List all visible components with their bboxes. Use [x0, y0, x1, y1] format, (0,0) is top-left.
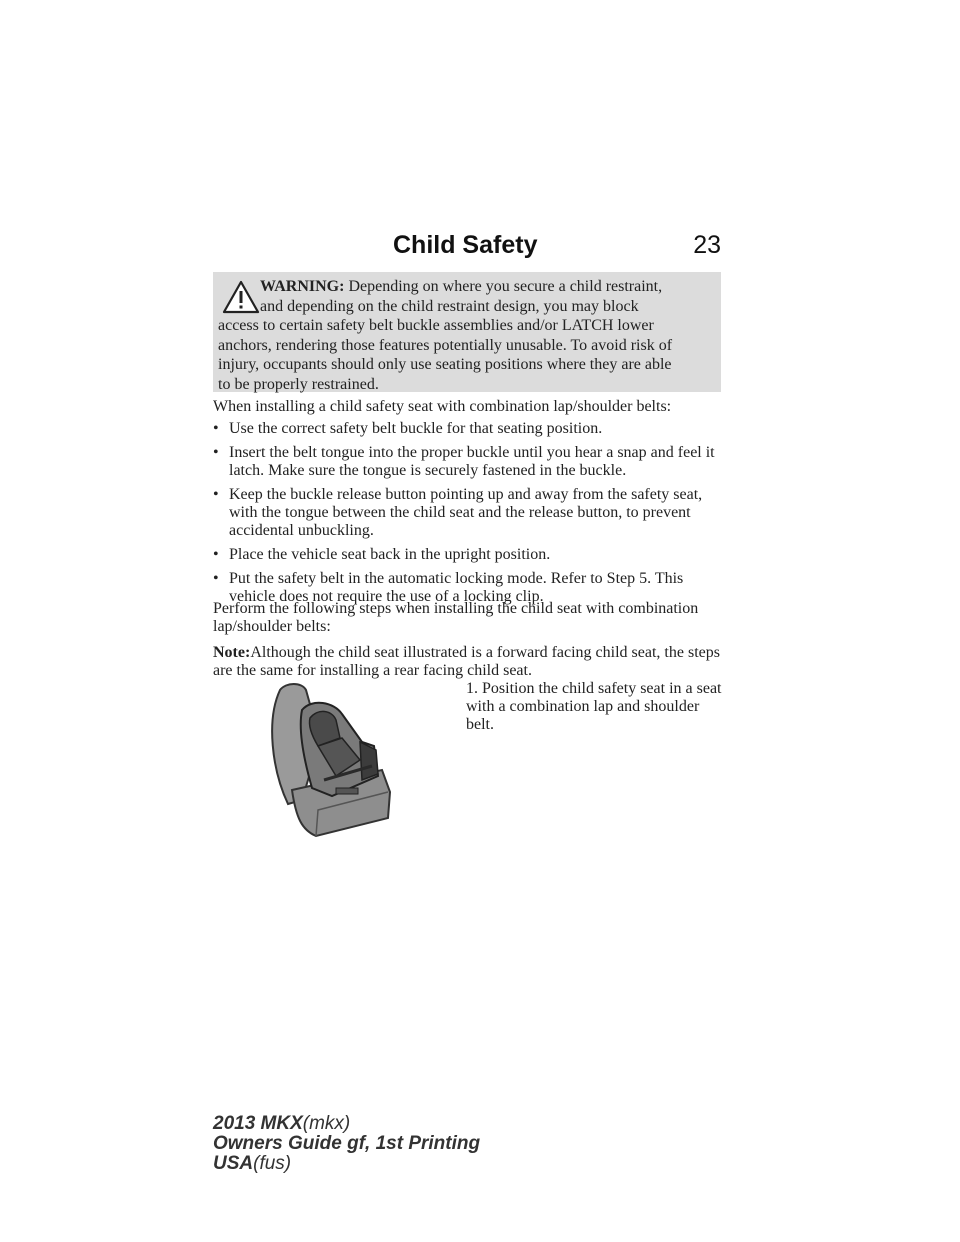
- document-footer: [213, 1114, 480, 1174]
- step-1-text: 1. Position the child safety seat in a seat with a combination lap and shoulder belt.: [466, 680, 722, 733]
- page-number: 23: [693, 231, 721, 259]
- warning-line: to be properly restrained.: [218, 375, 379, 393]
- footer-region-code: (fus): [253, 1153, 292, 1174]
- section-title: Child Safety: [393, 231, 538, 259]
- warning-line: injury, occupants should only use seating positions where they are able: [218, 356, 672, 373]
- page-header: [213, 228, 721, 273]
- requirements-list: [213, 420, 723, 612]
- intro-paragraph: When installing a child safety seat with combination lap/shoulder belts:: [213, 398, 672, 415]
- warning-callout: [213, 272, 721, 392]
- child-seat-illustration: [262, 680, 397, 840]
- warning-line: Depending on where you secure a child restraint,: [348, 278, 663, 295]
- warning-line: access to certain safety belt buckle assemblies and/or LATCH lower: [218, 317, 654, 334]
- list-item: • Place the vehicle seat back in the upright position.: [213, 546, 551, 563]
- list-item: • Put the safety belt in the automatic locking mode. Refer to Step 5. This vehicle does not require the use of a locking clip.: [213, 570, 684, 605]
- warning-line: and depending on the child restraint design, you may block: [260, 297, 639, 315]
- warning-label: WARNING:: [260, 278, 345, 295]
- footer-model: 2013 MKX: [213, 1113, 303, 1134]
- note-paragraph: [213, 644, 723, 680]
- warning-line: anchors, rendering those features potentially unusable. To avoid risk of: [218, 336, 673, 354]
- list-item: • Use the correct safety belt buckle for that seating position.: [213, 420, 603, 437]
- warning-text: [213, 272, 719, 394]
- footer-model-code: (mkx): [302, 1113, 351, 1134]
- list-item: • Insert the belt tongue into the proper buckle until you hear a snap and feel it latch. Make sure the tongue is securely fastened in the buckle.: [213, 444, 715, 479]
- note-label: Note:: [213, 644, 251, 661]
- note-text: Although the child seat illustrated is a forward facing child seat, the steps are the same for installing a rear facing child seat.: [213, 644, 720, 679]
- perform-paragraph: Perform the following steps when installing the child seat with combination lap/shoulder belts:: [213, 600, 699, 635]
- footer-region: USA: [213, 1153, 254, 1174]
- list-item: • Keep the buckle release button pointing up and away from the safety seat, with the tongue between the child seat and the release button, to prevent accidental unbuckling.: [213, 486, 703, 539]
- footer-guide: Owners Guide gf, 1st Printing: [213, 1133, 481, 1154]
